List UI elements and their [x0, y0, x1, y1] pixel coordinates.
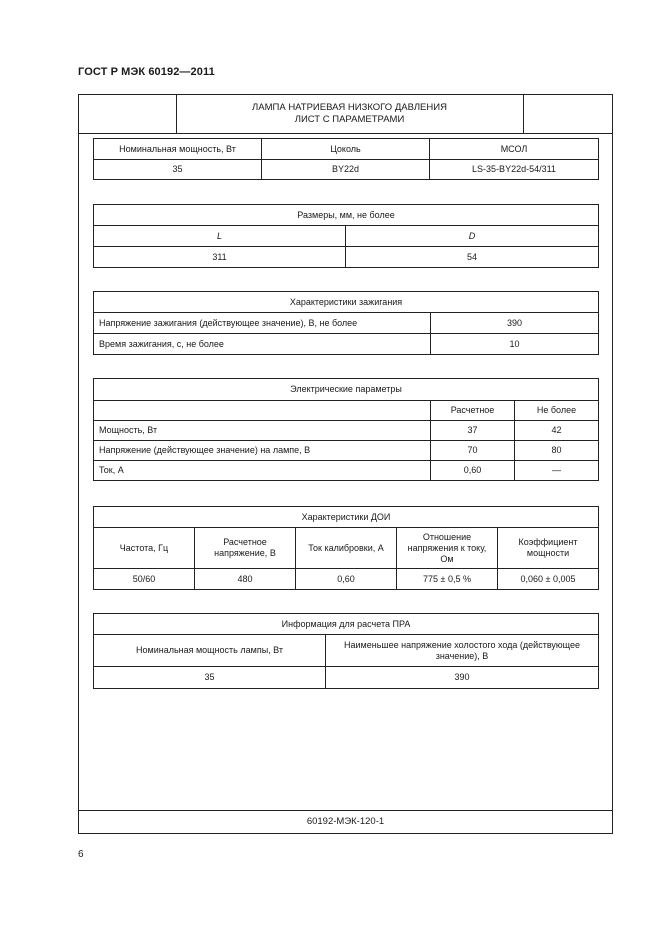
dimensions-caption: Размеры, мм, не более	[94, 205, 599, 226]
header-cap: Цоколь	[262, 139, 430, 160]
electrical-caption: Электрические параметры	[94, 379, 599, 401]
value-msol: LS-35-BY22d-54/311	[430, 160, 599, 180]
header-nominal-power: Номинальная мощность, Вт	[94, 139, 262, 160]
page-number: 6	[78, 849, 84, 860]
ignition-time-label: Время зажигания, с, не более	[94, 334, 431, 355]
header-voltage-current-ratio: Отношение напряжения к току, Ом	[397, 528, 498, 569]
value-power-factor: 0,060 ± 0,005	[498, 569, 599, 590]
header-diameter	[346, 226, 599, 247]
reference-ballast-table	[93, 506, 599, 590]
value-voltage-current-ratio: 775 ± 0,5 %	[397, 569, 498, 590]
electrical-header-blank	[94, 401, 431, 421]
document-header: ГОСТ Р МЭК 60192—2011	[78, 66, 215, 78]
title-row	[79, 95, 612, 134]
electrical-table	[93, 378, 599, 481]
sheet-footer-code: 60192-МЭК-120-1	[79, 810, 612, 833]
header-max: Не более	[515, 401, 599, 421]
current-max: —	[515, 461, 599, 481]
current-label: Ток, А	[94, 461, 431, 481]
sheet-title-line2: ЛИСТ С ПАРАМЕТРАМИ	[294, 114, 405, 125]
power-rated: 37	[431, 421, 515, 441]
header-rated: Расчетное	[431, 401, 515, 421]
ignition-voltage-label: Напряжение зажигания (действующее значение), В, не более	[94, 313, 431, 334]
lamp-voltage-rated: 70	[431, 441, 515, 461]
header-length-text: L	[216, 230, 222, 241]
reference-ballast-caption: Характеристики ДОИ	[94, 507, 599, 528]
ignition-caption: Характеристики зажигания	[94, 292, 599, 313]
header-rated-voltage: Расчетное напряжение, В	[195, 528, 296, 569]
sheet-title-line1: ЛАМПА НАТРИЕВАЯ НИЗКОГО ДАВЛЕНИЯ	[252, 102, 447, 113]
value-cap: BY22d	[262, 160, 430, 180]
value-frequency: 50/60	[94, 569, 195, 590]
header-open-circuit-voltage: Наименьшее напряжение холостого хода (действующее значение), В	[326, 635, 599, 667]
value-diameter: 54	[346, 247, 599, 268]
sheet-title	[176, 95, 524, 133]
title-left-cell	[79, 95, 177, 133]
dimensions-table	[93, 204, 599, 268]
value-open-circuit-voltage: 390	[326, 667, 599, 689]
header-lamp-nominal-power: Номинальная мощность лампы, Вт	[94, 635, 326, 667]
ignition-table	[93, 291, 599, 355]
value-lamp-nominal-power: 35	[94, 667, 326, 689]
lamp-voltage-label: Напряжение (действующее значение) на лампе, В	[94, 441, 431, 461]
header-length	[94, 226, 346, 247]
ignition-voltage-value: 390	[431, 313, 599, 334]
power-max: 42	[515, 421, 599, 441]
power-label: Мощность, Вт	[94, 421, 431, 441]
ballast-info-table	[93, 613, 599, 689]
ignition-time-value: 10	[431, 334, 599, 355]
value-calibration-current: 0,60	[296, 569, 397, 590]
header-diameter-text: D	[468, 230, 476, 241]
header-msol: МСОЛ	[430, 139, 599, 160]
value-rated-voltage: 480	[195, 569, 296, 590]
value-nominal-power: 35	[94, 160, 262, 180]
header-calibration-current: Ток калибровки, А	[296, 528, 397, 569]
current-rated: 0,60	[431, 461, 515, 481]
lamp-basic-table	[93, 138, 599, 180]
header-frequency: Частота, Гц	[94, 528, 195, 569]
ballast-info-caption: Информация для расчета ПРА	[94, 614, 599, 635]
header-power-factor: Коэффициент мощности	[498, 528, 599, 569]
value-length: 311	[94, 247, 346, 268]
lamp-voltage-max: 80	[515, 441, 599, 461]
